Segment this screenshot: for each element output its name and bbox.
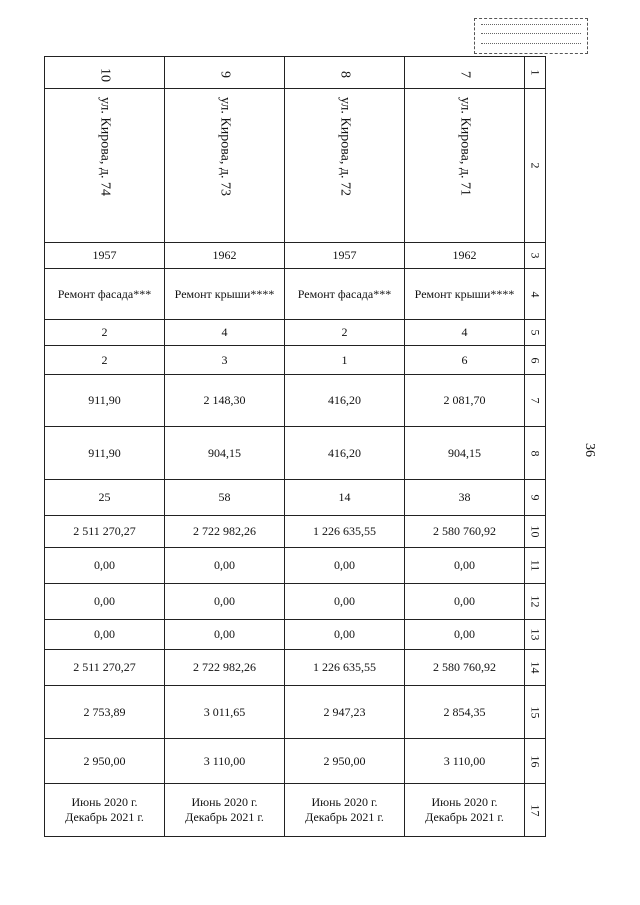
table-row [45, 57, 546, 89]
table-row [45, 548, 546, 584]
column-number [525, 739, 546, 784]
column-number [525, 346, 546, 375]
address: ул. Кирова, д. 73 [217, 97, 233, 196]
column-number-label: 13 [528, 628, 543, 641]
funding-cell: 0,00 [405, 548, 525, 584]
unit-cost-cell: 2 947,23 [285, 686, 405, 739]
funding-cell: 2 511 270,27 [45, 650, 165, 686]
living-area-cell: 911,90 [45, 427, 165, 480]
year-cell: 1957 [45, 243, 165, 269]
column-number-label: 5 [528, 329, 543, 336]
column-number-label: 15 [528, 706, 543, 718]
funding-cell: 1 226 635,55 [285, 650, 405, 686]
table-row [45, 784, 546, 837]
living-area-cell: 904,15 [165, 427, 285, 480]
row-index: 7 [457, 71, 473, 78]
row-number-cell [165, 57, 285, 89]
page-number: 36 [582, 443, 597, 457]
funding-cell: 0,00 [165, 548, 285, 584]
address: ул. Кирова, д. 74 [97, 97, 113, 196]
funding-cell: 0,00 [45, 584, 165, 620]
funding-cell: 0,00 [405, 620, 525, 650]
column-number [525, 784, 546, 837]
address-cell [165, 89, 285, 243]
column-number [525, 89, 546, 243]
floors-cell: 4 [165, 320, 285, 346]
funding-cell: 0,00 [285, 548, 405, 584]
table-row [45, 584, 546, 620]
work-type-cell: Ремонт фасада*** [45, 269, 165, 320]
period-end: Декабрь 2021 г. [185, 810, 264, 824]
row-index: 8 [337, 71, 353, 78]
column-number-label: 9 [528, 494, 543, 501]
row-number-cell [45, 57, 165, 89]
row-index: 9 [217, 71, 233, 78]
residents-cell: 58 [165, 480, 285, 516]
column-number-label: 2 [528, 162, 543, 169]
max-unit-cost-cell: 3 110,00 [405, 739, 525, 784]
column-number-label: 17 [528, 804, 543, 816]
period-end: Декабрь 2021 г. [305, 810, 384, 824]
cost-total-cell: 1 226 635,55 [285, 516, 405, 548]
column-number [525, 620, 546, 650]
row-number-cell [285, 57, 405, 89]
cost-total-cell: 2 580 760,92 [405, 516, 525, 548]
column-number-label: 7 [528, 397, 543, 404]
address: ул. Кирова, д. 71 [457, 97, 473, 196]
column-number [525, 516, 546, 548]
period-start: Июнь 2020 г. [311, 795, 378, 809]
floors-cell: 2 [285, 320, 405, 346]
table-row [45, 269, 546, 320]
table-row [45, 686, 546, 739]
total-area-cell: 2 081,70 [405, 375, 525, 427]
funding-cell: 2 580 760,92 [405, 650, 525, 686]
period-cell [45, 784, 165, 837]
funding-cell: 0,00 [285, 620, 405, 650]
column-number-label: 11 [528, 559, 543, 572]
table-row [45, 346, 546, 375]
period-end: Декабрь 2021 г. [425, 810, 504, 824]
column-number [525, 375, 546, 427]
document-stamp [474, 18, 588, 54]
column-number [525, 650, 546, 686]
column-number-label: 1 [528, 69, 543, 76]
year-cell: 1962 [165, 243, 285, 269]
column-number [525, 480, 546, 516]
table-row [45, 427, 546, 480]
unit-cost-cell: 3 011,65 [165, 686, 285, 739]
table-row [45, 480, 546, 516]
period-cell [165, 784, 285, 837]
max-unit-cost-cell: 3 110,00 [165, 739, 285, 784]
floors-cell: 4 [405, 320, 525, 346]
period-cell [285, 784, 405, 837]
row-number-cell [405, 57, 525, 89]
period-start: Июнь 2020 г. [431, 795, 498, 809]
column-number-label: 4 [528, 291, 543, 297]
column-number [525, 269, 546, 320]
residents-cell: 38 [405, 480, 525, 516]
max-unit-cost-cell: 2 950,00 [45, 739, 165, 784]
entrances-cell: 3 [165, 346, 285, 375]
funding-cell: 0,00 [45, 548, 165, 584]
row-index: 10 [97, 67, 113, 82]
table-row [45, 320, 546, 346]
period-start: Июнь 2020 г. [71, 795, 138, 809]
funding-cell: 2 722 982,26 [165, 650, 285, 686]
table-row [45, 516, 546, 548]
funding-cell: 0,00 [285, 584, 405, 620]
work-type-cell: Ремонт крыши**** [405, 269, 525, 320]
entrances-cell: 6 [405, 346, 525, 375]
column-number [525, 686, 546, 739]
total-area-cell: 911,90 [45, 375, 165, 427]
entrances-cell: 2 [45, 346, 165, 375]
cost-total-cell: 2 511 270,27 [45, 516, 165, 548]
year-cell: 1957 [285, 243, 405, 269]
period-end: Декабрь 2021 г. [65, 810, 144, 824]
total-area-cell: 416,20 [285, 375, 405, 427]
table-row [45, 243, 546, 269]
funding-cell: 0,00 [45, 620, 165, 650]
max-unit-cost-cell: 2 950,00 [285, 739, 405, 784]
column-number [525, 584, 546, 620]
stamp-line [481, 33, 581, 34]
year-cell: 1962 [405, 243, 525, 269]
column-number [525, 57, 546, 89]
address-cell [405, 89, 525, 243]
column-number [525, 243, 546, 269]
table-row [45, 620, 546, 650]
stamp-line [481, 24, 581, 25]
table-row [45, 650, 546, 686]
column-number-label: 8 [528, 450, 543, 456]
column-number-label: 6 [528, 357, 543, 363]
unit-cost-cell: 2 854,35 [405, 686, 525, 739]
funding-cell: 0,00 [405, 584, 525, 620]
living-area-cell: 416,20 [285, 427, 405, 480]
column-number-label: 16 [528, 755, 543, 767]
table-row [45, 739, 546, 784]
table-row [45, 89, 546, 243]
address-cell [45, 89, 165, 243]
living-area-cell: 904,15 [405, 427, 525, 480]
entrances-cell: 1 [285, 346, 405, 375]
address-cell [285, 89, 405, 243]
funding-cell: 0,00 [165, 584, 285, 620]
residents-cell: 25 [45, 480, 165, 516]
floors-cell: 2 [45, 320, 165, 346]
houses-table [44, 56, 546, 837]
unit-cost-cell: 2 753,89 [45, 686, 165, 739]
column-number-label: 3 [528, 252, 543, 259]
total-area-cell: 2 148,30 [165, 375, 285, 427]
residents-cell: 14 [285, 480, 405, 516]
column-number-label: 14 [528, 661, 543, 674]
work-type-cell: Ремонт крыши**** [165, 269, 285, 320]
funding-cell: 0,00 [165, 620, 285, 650]
work-type-cell: Ремонт фасада*** [285, 269, 405, 320]
column-number [525, 320, 546, 346]
column-number-label: 12 [528, 595, 543, 608]
column-number [525, 548, 546, 584]
period-cell [405, 784, 525, 837]
period-start: Июнь 2020 г. [191, 795, 258, 809]
column-number [525, 427, 546, 480]
column-number-label: 10 [528, 525, 543, 538]
table-row [45, 375, 546, 427]
cost-total-cell: 2 722 982,26 [165, 516, 285, 548]
address: ул. Кирова, д. 72 [337, 97, 353, 196]
stamp-line [481, 43, 581, 44]
